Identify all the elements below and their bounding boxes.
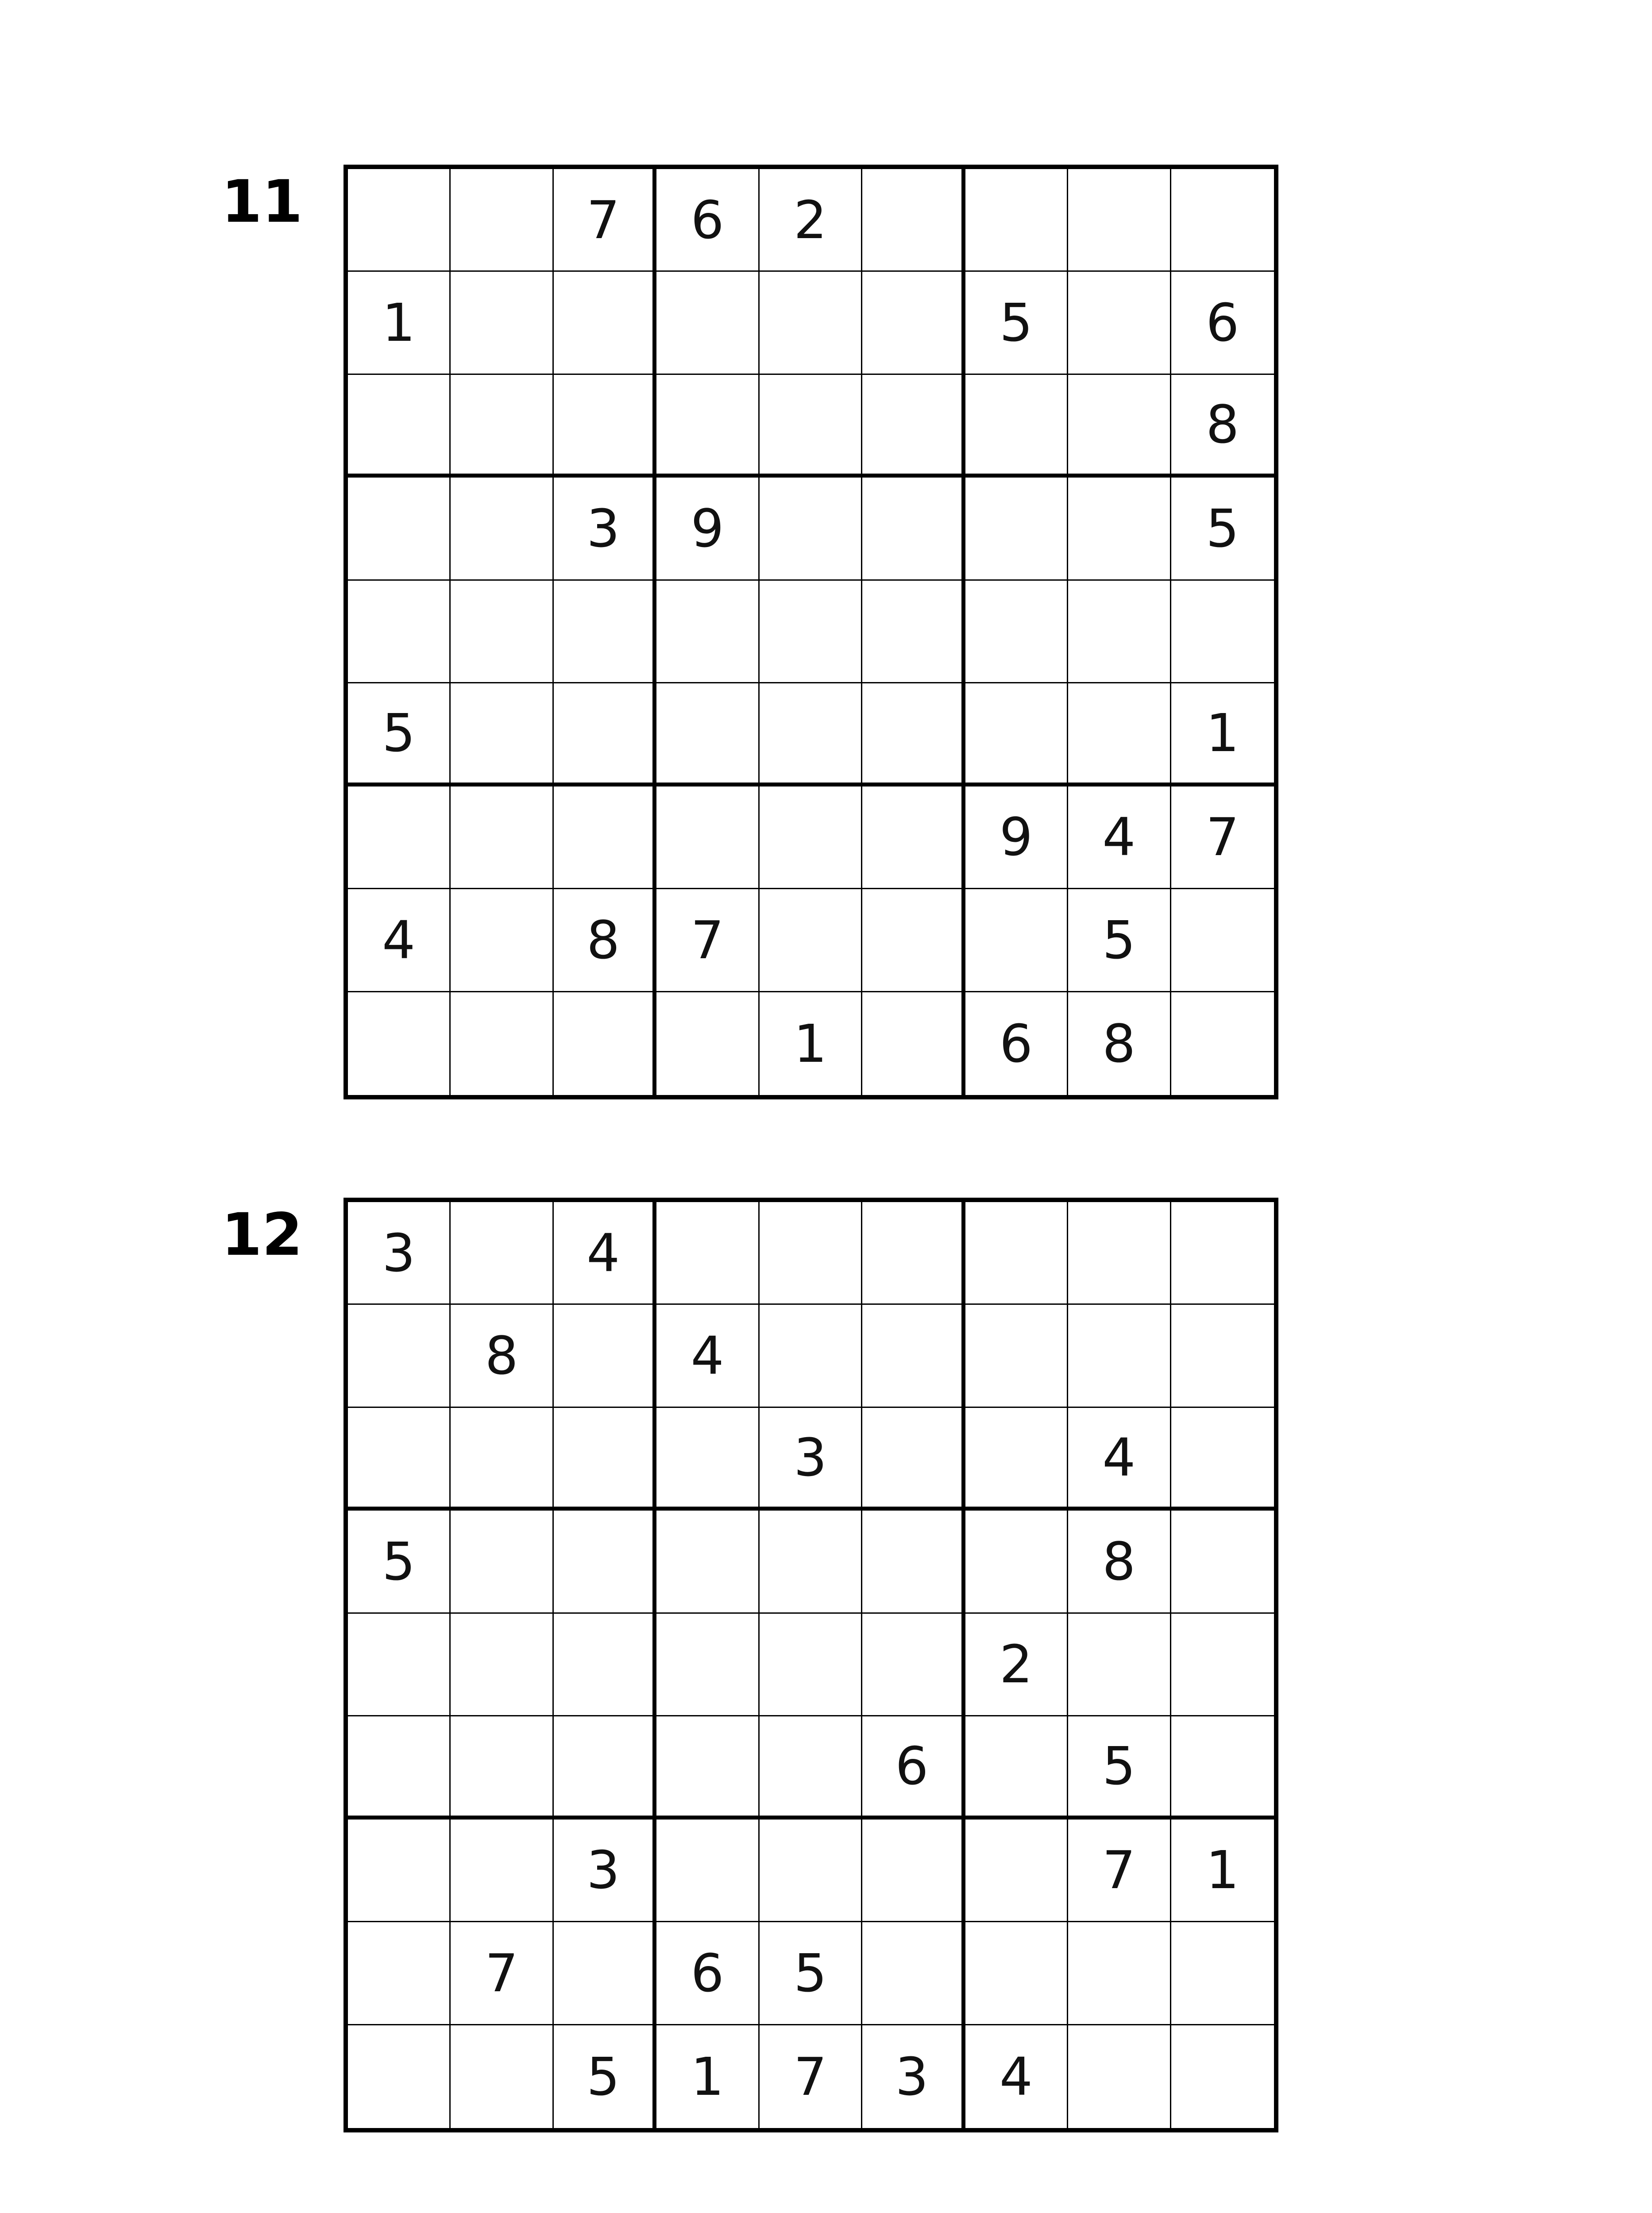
sudoku-cell[interactable] [760,375,862,478]
sudoku-cell[interactable] [760,1202,862,1305]
sudoku-cell[interactable] [554,1716,656,1819]
sudoku-cell[interactable] [1068,169,1171,272]
sudoku-cell[interactable] [451,1820,553,1922]
sudoku-cell[interactable] [965,1511,1068,1613]
sudoku-cell[interactable] [451,581,553,683]
sudoku-cell[interactable] [862,1305,965,1407]
sudoku-cell[interactable] [760,1511,862,1613]
sudoku-cell[interactable]: 6 [656,169,759,272]
sudoku-cell[interactable] [348,1408,451,1511]
sudoku-cell[interactable] [760,787,862,889]
sudoku-cell[interactable] [1068,683,1171,786]
sudoku-cell[interactable]: 9 [965,787,1068,889]
sudoku-cell[interactable]: 6 [656,1922,759,2025]
sudoku-cell[interactable]: 4 [1068,787,1171,889]
sudoku-puzzle-11 [0,0,1652,1074]
sudoku-cell[interactable] [451,1202,553,1305]
sudoku-cell[interactable] [965,1716,1068,1819]
sudoku-cell[interactable] [554,581,656,683]
sudoku-cell[interactable] [1171,1305,1274,1407]
sudoku-cell[interactable] [1171,889,1274,992]
sudoku-cell[interactable] [451,1511,553,1613]
sudoku-cell[interactable] [862,683,965,786]
sudoku-cell[interactable]: 8 [451,1305,553,1407]
sudoku-cell[interactable] [656,375,759,478]
sudoku-cell[interactable]: 7 [656,889,759,992]
sudoku-cell[interactable] [1171,1202,1274,1305]
sudoku-cell[interactable]: 4 [348,889,451,992]
sudoku-cell[interactable] [1068,272,1171,374]
sudoku-cell[interactable]: 8 [1171,375,1274,478]
sudoku-cell[interactable]: 7 [1171,787,1274,889]
sudoku-cell[interactable] [348,1820,451,1922]
sudoku-cell[interactable] [1068,2025,1171,2128]
sudoku-cell[interactable] [348,375,451,478]
puzzle-number: 11 [221,168,303,236]
sudoku-cell[interactable]: 5 [348,1511,451,1613]
sudoku-cell[interactable] [554,375,656,478]
sudoku-cell[interactable] [348,1305,451,1407]
sudoku-cell[interactable] [862,272,965,374]
sudoku-cell[interactable] [554,1511,656,1613]
sudoku-cell[interactable] [760,1305,862,1407]
sudoku-cell[interactable] [451,1408,553,1511]
sudoku-cell[interactable] [451,1716,553,1819]
sudoku-cell[interactable] [656,1202,759,1305]
sudoku-cell[interactable] [862,1408,965,1511]
sudoku-cell[interactable] [554,1614,656,1716]
sudoku-cell[interactable] [348,1716,451,1819]
sudoku-cell[interactable] [965,1202,1068,1305]
sudoku-cell[interactable]: 4 [965,2025,1068,2128]
sudoku-cell[interactable] [656,1820,759,1922]
sudoku-cell[interactable] [965,581,1068,683]
sudoku-cell[interactable]: 7 [554,169,656,272]
sudoku-cell[interactable] [656,1408,759,1511]
sudoku-cell[interactable] [554,1305,656,1407]
sudoku-cell[interactable]: 5 [554,2025,656,2128]
sudoku-cell[interactable] [965,1922,1068,2025]
sudoku-cell[interactable] [656,581,759,683]
sudoku-cell[interactable] [965,1408,1068,1511]
sudoku-cell[interactable] [348,787,451,889]
sudoku-cell[interactable]: 1 [760,992,862,1095]
sudoku-cell[interactable]: 5 [1068,1716,1171,1819]
sudoku-cell[interactable] [451,169,553,272]
sudoku-cell[interactable] [554,1408,656,1511]
sudoku-cell[interactable] [348,581,451,683]
sudoku-cell[interactable]: 3 [348,1202,451,1305]
sudoku-cell[interactable] [554,787,656,889]
sudoku-cell[interactable]: 4 [1068,1408,1171,1511]
sudoku-cell[interactable]: 1 [1171,683,1274,786]
sudoku-cell[interactable]: 4 [554,1202,656,1305]
sudoku-cell[interactable] [862,1614,965,1716]
sudoku-cell[interactable] [862,375,965,478]
sudoku-grid [344,1198,1278,2132]
sudoku-cell[interactable] [1068,581,1171,683]
sudoku-cell[interactable] [348,1922,451,2025]
sudoku-cell[interactable] [760,272,862,374]
sudoku-cell[interactable] [1171,1614,1274,1716]
sudoku-cell[interactable]: 7 [760,2025,862,2128]
sudoku-cell[interactable]: 5 [1171,478,1274,580]
sudoku-cell[interactable]: 6 [1171,272,1274,374]
sudoku-puzzle-12 [0,1033,1652,2107]
sudoku-cell[interactable] [862,581,965,683]
sudoku-cell[interactable] [451,1614,553,1716]
sudoku-cell[interactable] [965,683,1068,786]
sudoku-cell[interactable] [1171,2025,1274,2128]
sudoku-cell[interactable] [862,169,965,272]
puzzle-number: 12 [221,1201,303,1269]
sudoku-cell[interactable]: 5 [965,272,1068,374]
sudoku-cell[interactable] [965,1820,1068,1922]
sudoku-cell[interactable]: 4 [656,1305,759,1407]
sudoku-cell[interactable] [1171,169,1274,272]
sudoku-cell[interactable] [451,375,553,478]
sudoku-cell[interactable]: 1 [1171,1820,1274,1922]
sudoku-cell[interactable] [348,478,451,580]
sudoku-cell[interactable] [656,683,759,786]
sudoku-cell[interactable]: 1 [656,2025,759,2128]
sudoku-cell[interactable]: 7 [1068,1820,1171,1922]
sudoku-cell[interactable] [965,375,1068,478]
sudoku-cell[interactable] [348,2025,451,2128]
sudoku-cell[interactable] [965,1305,1068,1407]
sudoku-cell[interactable] [1068,1922,1171,2025]
sudoku-cell[interactable] [451,2025,553,2128]
sudoku-cell[interactable]: 1 [348,272,451,374]
sudoku-cell[interactable]: 7 [451,1922,553,2025]
sudoku-cell[interactable] [1068,1202,1171,1305]
sudoku-cell[interactable] [656,1716,759,1819]
sudoku-cell[interactable]: 3 [554,1820,656,1922]
sudoku-cell[interactable] [451,889,553,992]
sudoku-cell[interactable] [1171,581,1274,683]
sudoku-cell[interactable] [862,1922,965,2025]
sudoku-cell[interactable]: 6 [965,992,1068,1095]
sudoku-cell[interactable]: 2 [965,1614,1068,1716]
sudoku-cell[interactable] [862,1820,965,1922]
sudoku-cell[interactable]: 2 [760,169,862,272]
sudoku-cell[interactable]: 8 [1068,1511,1171,1613]
sudoku-cell[interactable]: 5 [760,1922,862,2025]
sudoku-cell[interactable] [760,581,862,683]
sudoku-cell[interactable] [1171,1716,1274,1819]
sudoku-cell[interactable] [656,1614,759,1716]
sudoku-cell[interactable] [656,272,759,374]
sudoku-cell[interactable] [554,272,656,374]
sudoku-cell[interactable] [348,169,451,272]
sudoku-cell[interactable] [348,1614,451,1716]
sudoku-cell[interactable] [760,478,862,580]
sudoku-cell[interactable] [965,169,1068,272]
sudoku-cell[interactable]: 5 [348,683,451,786]
sudoku-cell[interactable] [862,889,965,992]
sudoku-cell[interactable] [862,1511,965,1613]
sudoku-cell[interactable] [451,272,553,374]
sudoku-cell[interactable]: 3 [760,1408,862,1511]
sudoku-cell[interactable] [1068,478,1171,580]
sudoku-cell[interactable] [760,1716,862,1819]
sudoku-cell[interactable]: 9 [656,478,759,580]
sudoku-cell[interactable] [862,787,965,889]
sudoku-cell[interactable] [451,683,553,786]
sudoku-cell[interactable] [451,787,553,889]
sudoku-cell[interactable] [1171,1511,1274,1613]
sudoku-cell[interactable] [760,1614,862,1716]
sudoku-cell[interactable] [1068,1305,1171,1407]
sudoku-cell[interactable]: 6 [862,1716,965,1819]
sudoku-cell[interactable]: 8 [1068,992,1171,1095]
sudoku-cell[interactable] [554,1922,656,2025]
sudoku-cell[interactable] [965,478,1068,580]
sudoku-cell[interactable]: 8 [554,889,656,992]
sudoku-cell[interactable] [554,683,656,786]
sudoku-cell[interactable] [1171,1922,1274,2025]
sudoku-cell[interactable] [656,787,759,889]
sudoku-cell[interactable] [1068,1614,1171,1716]
sudoku-grid [344,165,1278,1099]
sudoku-cell[interactable] [862,1202,965,1305]
sudoku-cell[interactable] [656,1511,759,1613]
sudoku-cell[interactable] [451,478,553,580]
sudoku-cell[interactable] [760,889,862,992]
sudoku-cell[interactable] [862,478,965,580]
sudoku-cell[interactable] [760,683,862,786]
sudoku-cell[interactable] [1171,1408,1274,1511]
sudoku-cell[interactable]: 5 [1068,889,1171,992]
sudoku-cell[interactable] [760,1820,862,1922]
sudoku-cell[interactable] [1068,375,1171,478]
sudoku-cell[interactable]: 3 [554,478,656,580]
sudoku-cell[interactable]: 3 [862,2025,965,2128]
sudoku-cell[interactable] [965,889,1068,992]
